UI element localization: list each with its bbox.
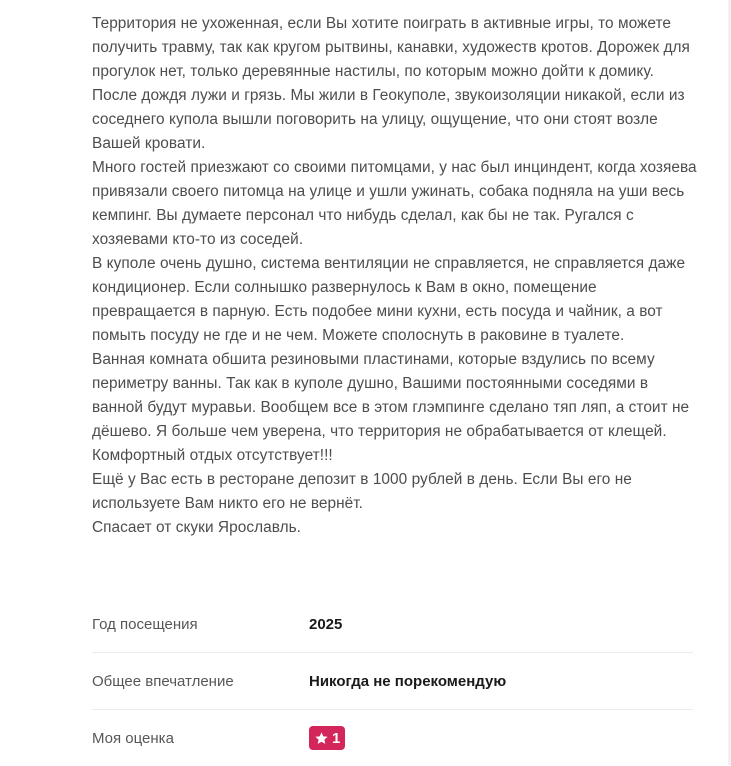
detail-row-my-rating	[92, 710, 693, 766]
review-paragraph: Много гостей приезжают со своими питомцами, у нас был инциндент, когда хозяева привязали своего питомца на улице и ушли ужинать, собака подняла на уши весь кемпинг. Вы думаете персонал что нибудь сделал, как бы не так. Ругался с хозяевами кто-то из соседей.	[92, 159, 697, 248]
visit-year-label: Год посещения	[92, 615, 198, 633]
overall-impression-value: Никогда не порекомендую	[309, 672, 507, 690]
star-icon	[314, 731, 329, 746]
review-paragraph: Территория не ухоженная, если Вы хотите поиграть в активные игры, то можете получить травму, так как кругом рытвины, канавки, художеств кротов. Дорожек для прогулок нет, только деревянные настилы, по которым можно дойти к домику. После дождя лужи и грязь. Мы жили в Геокуполе, звукоизоляции никакой, если из соседнего купола вышли поговорить на улицу, ощущение, что они стоят возле Вашей кровати.	[92, 15, 690, 152]
detail-row-overall-impression	[92, 653, 693, 710]
detail-row-visit-year	[92, 596, 693, 653]
review-paragraph: Ванная комната обшита резиновыми пластинами, которые вздулись по всему периметру ванны. Так как в куполе душно, Вашими постоянными соседями в ванной будут муравьи. Вообщем все в этом глэмпинге сделано тяп ляп, а стоит не дёшево. Я больше чем уверена, что территория не обрабатывается от клещей. Комфортный отдых отсутствует!!!	[92, 351, 690, 464]
review-card	[92, 12, 697, 540]
my-rating-label: Моя оценка	[92, 729, 174, 747]
review-details	[92, 596, 693, 766]
review-paragraph: В куполе очень душно, система вентиляции не справляется, не справляется даже кондиционер. Если солнышко развернулось к Вам в окно, помещение превращается в парную. Есть подобее мини кухни, есть посуда и чайник, а вот помыть посуду не где и не чем. Можете сполоснуть в раковине в туалете.	[92, 255, 686, 344]
rating-badge	[309, 726, 345, 750]
visit-year-value: 2025	[309, 615, 343, 633]
overall-impression-label: Общее впечатление	[92, 672, 234, 690]
review-paragraph: Ещё у Вас есть в ресторане депозит в 1000 рублей в день. Если Вы его не используете Вам никто его не вернёт.	[92, 471, 632, 512]
review-text	[92, 12, 697, 540]
rating-value: 1	[332, 729, 341, 747]
review-paragraph: Спасает от скуки Ярославль.	[92, 519, 302, 536]
